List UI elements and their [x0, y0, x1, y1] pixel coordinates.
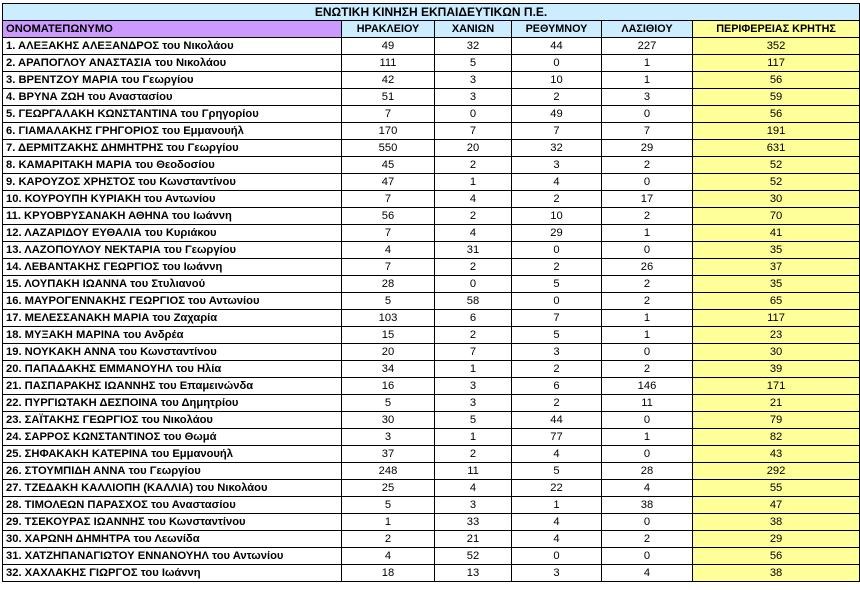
table-row: [3, 191, 860, 208]
candidate-name-cell[interactable]: 15. ΛΟΥΠΑΚΗ ΙΩΑΝΝΑ του Στυλιανού: [3, 276, 342, 293]
chania-cell[interactable]: 1: [435, 429, 512, 446]
table-row: [3, 242, 860, 259]
chania-cell[interactable]: 0: [435, 106, 512, 123]
candidate-name-cell[interactable]: 18. ΜΥΞΑΚΗ ΜΑΡΙΝΑ του Ανδρέα: [3, 327, 342, 344]
heraklion-cell[interactable]: 4: [342, 242, 435, 259]
rethymno-cell[interactable]: 44: [512, 38, 602, 55]
region-total-cell[interactable]: 21: [693, 395, 860, 412]
lasithi-cell[interactable]: 0: [602, 242, 693, 259]
candidate-name-cell[interactable]: 26. ΣΤΟΥΜΠΙΔΗ ΑΝΝΑ του Γεωργίου: [3, 463, 342, 480]
table-row: [3, 446, 860, 463]
lasithi-cell[interactable]: 11: [602, 395, 693, 412]
table-row: [3, 344, 860, 361]
table-row: [3, 208, 860, 225]
rethymno-cell[interactable]: 5: [512, 327, 602, 344]
chania-cell[interactable]: 4: [435, 225, 512, 242]
region-total-cell[interactable]: 47: [693, 497, 860, 514]
heraklion-cell[interactable]: 2: [342, 531, 435, 548]
heraklion-cell[interactable]: 5: [342, 497, 435, 514]
chania-cell[interactable]: 21: [435, 531, 512, 548]
heraklion-cell[interactable]: 3: [342, 429, 435, 446]
chania-cell[interactable]: 20: [435, 140, 512, 157]
candidate-name-cell[interactable]: 22. ΠΥΡΓΙΩΤΑΚΗ ΔΕΣΠΟΙΝΑ του Δημητρίου: [3, 395, 342, 412]
heraklion-cell[interactable]: 16: [342, 378, 435, 395]
table-row: [3, 276, 860, 293]
heraklion-cell[interactable]: 4: [342, 548, 435, 565]
lasithi-cell[interactable]: 2: [602, 531, 693, 548]
table-row: [3, 123, 860, 140]
heraklion-cell[interactable]: 170: [342, 123, 435, 140]
region-total-cell[interactable]: 52: [693, 174, 860, 191]
rethymno-cell[interactable]: 3: [512, 565, 602, 582]
region-total-cell[interactable]: 35: [693, 242, 860, 259]
chania-cell[interactable]: 3: [435, 72, 512, 89]
candidate-name-cell[interactable]: 28. ΤΙΜΟΛΕΩΝ ΠΑΡΑΣΧΟΣ του Αναστασίου: [3, 497, 342, 514]
rethymno-cell[interactable]: 49: [512, 106, 602, 123]
chania-cell[interactable]: 4: [435, 191, 512, 208]
region-total-cell[interactable]: 35: [693, 276, 860, 293]
table-row: [3, 72, 860, 89]
candidate-name-cell[interactable]: 1. ΑΛΕΞΑΚΗΣ ΑΛΕΞΑΝΔΡΟΣ του Νικολάου: [3, 38, 342, 55]
chania-cell[interactable]: 6: [435, 310, 512, 327]
rethymno-cell[interactable]: 3: [512, 344, 602, 361]
candidate-name-cell[interactable]: 30. ΧΑΡΩΝΗ ΔΗΜΗΤΡΑ του Λεωνίδα: [3, 531, 342, 548]
table-row: [3, 38, 860, 55]
rethymno-cell[interactable]: 2: [512, 259, 602, 276]
rethymno-cell[interactable]: 44: [512, 412, 602, 429]
results-table: [2, 3, 860, 582]
region-total-cell[interactable]: 52: [693, 157, 860, 174]
chania-cell[interactable]: 3: [435, 89, 512, 106]
lasithi-cell[interactable]: 7: [602, 123, 693, 140]
table-row: [3, 327, 860, 344]
region-total-cell[interactable]: 631: [693, 140, 860, 157]
region-total-cell[interactable]: 29: [693, 531, 860, 548]
region-total-cell[interactable]: 39: [693, 361, 860, 378]
lasithi-cell[interactable]: 26: [602, 259, 693, 276]
rethymno-cell[interactable]: 2: [512, 89, 602, 106]
region-total-cell[interactable]: 56: [693, 548, 860, 565]
chania-cell[interactable]: 2: [435, 327, 512, 344]
rethymno-cell[interactable]: 1: [512, 497, 602, 514]
heraklion-cell[interactable]: 1: [342, 514, 435, 531]
rethymno-cell[interactable]: 7: [512, 123, 602, 140]
heraklion-cell[interactable]: 56: [342, 208, 435, 225]
lasithi-cell[interactable]: 1: [602, 429, 693, 446]
table-row: [3, 293, 860, 310]
heraklion-cell[interactable]: 7: [342, 259, 435, 276]
lasithi-cell[interactable]: 28: [602, 463, 693, 480]
region-total-cell[interactable]: 79: [693, 412, 860, 429]
heraklion-cell[interactable]: 7: [342, 225, 435, 242]
heraklion-cell[interactable]: 47: [342, 174, 435, 191]
chania-cell[interactable]: 2: [435, 259, 512, 276]
table-row: [3, 429, 860, 446]
lasithi-cell[interactable]: 0: [602, 106, 693, 123]
title-row: [3, 4, 860, 21]
region-total-cell[interactable]: 23: [693, 327, 860, 344]
candidate-name-cell[interactable]: 12. ΛΑΖΑΡΙΔΟΥ ΕΥΘΑΛΙΑ του Κυριάκου: [3, 225, 342, 242]
chania-cell[interactable]: 1: [435, 361, 512, 378]
candidate-name-cell[interactable]: 21. ΠΑΣΠΑΡΑΚΗΣ ΙΩΑΝΝΗΣ του Επαμεινώνδα: [3, 378, 342, 395]
region-total-cell[interactable]: 59: [693, 89, 860, 106]
heraklion-cell[interactable]: 28: [342, 276, 435, 293]
candidate-name-cell[interactable]: 9. ΚΑΡΟΥΖΟΣ ΧΡΗΣΤΟΣ του Κωνσταντίνου: [3, 174, 342, 191]
chania-cell[interactable]: 58: [435, 293, 512, 310]
candidate-name-cell[interactable]: 32. ΧΑΧΛΑΚΗΣ ΓΙΩΡΓΟΣ του Ιωάννη: [3, 565, 342, 582]
region-total-cell[interactable]: 30: [693, 344, 860, 361]
chania-cell[interactable]: 52: [435, 548, 512, 565]
region-total-cell[interactable]: 352: [693, 38, 860, 55]
table-row: [3, 174, 860, 191]
chania-cell[interactable]: 5: [435, 412, 512, 429]
table-row: [3, 531, 860, 548]
table-row: [3, 497, 860, 514]
rethymno-cell[interactable]: 5: [512, 463, 602, 480]
candidate-name-cell[interactable]: 13. ΛΑΖΟΠΟΥΛΟΥ ΝΕΚΤΑΡΙΑ του Γεωργίου: [3, 242, 342, 259]
lasithi-cell[interactable]: 2: [602, 208, 693, 225]
table-row: [3, 565, 860, 582]
candidate-name-cell[interactable]: 25. ΣΗΦΑΚΑΚΗ ΚΑΤΕΡΙΝΑ του Εμμανουήλ: [3, 446, 342, 463]
chania-cell[interactable]: 3: [435, 395, 512, 412]
rethymno-cell[interactable]: 10: [512, 72, 602, 89]
table-row: [3, 106, 860, 123]
heraklion-cell[interactable]: 5: [342, 395, 435, 412]
lasithi-cell[interactable]: 0: [602, 344, 693, 361]
region-total-cell[interactable]: 55: [693, 480, 860, 497]
candidate-name-cell[interactable]: 14. ΛΕΒΑΝΤΑΚΗΣ ΓΕΩΡΓΙΟΣ του Ιωάννη: [3, 259, 342, 276]
heraklion-cell[interactable]: 550: [342, 140, 435, 157]
heraklion-cell[interactable]: 45: [342, 157, 435, 174]
candidate-name-cell[interactable]: 29. ΤΣΕΚΟΥΡΑΣ ΙΩΑΝΝΗΣ του Κωνσταντίνου: [3, 514, 342, 531]
chania-cell[interactable]: 2: [435, 446, 512, 463]
lasithi-cell[interactable]: 0: [602, 174, 693, 191]
rethymno-cell[interactable]: 77: [512, 429, 602, 446]
heraklion-cell[interactable]: 18: [342, 565, 435, 582]
header-heraklion[interactable]: ΗΡΑΚΛΕΙΟΥ: [342, 21, 435, 38]
candidate-name-cell[interactable]: 3. ΒΡΕΝΤΖΟΥ ΜΑΡΙΑ του Γεωργίου: [3, 72, 342, 89]
table-row: [3, 157, 860, 174]
heraklion-cell[interactable]: 30: [342, 412, 435, 429]
table-row: [3, 378, 860, 395]
heraklion-cell[interactable]: 42: [342, 72, 435, 89]
chania-cell[interactable]: 32: [435, 38, 512, 55]
lasithi-cell[interactable]: 2: [602, 157, 693, 174]
rethymno-cell[interactable]: 0: [512, 242, 602, 259]
heraklion-cell[interactable]: 5: [342, 293, 435, 310]
candidate-name-cell[interactable]: 20. ΠΑΠΑΔΑΚΗΣ ΕΜΜΑΝΟΥΗΛ του Ηλία: [3, 361, 342, 378]
chania-cell[interactable]: 7: [435, 344, 512, 361]
candidate-name-cell[interactable]: 17. ΜΕΛΕΣΣΑΝΑΚΗ ΜΑΡΙΑ του Ζαχαρία: [3, 310, 342, 327]
heraklion-cell[interactable]: 25: [342, 480, 435, 497]
candidate-name-cell[interactable]: 31. ΧΑΤΖΗΠΑΝΑΓΙΩΤΟΥ ΕΝΝΑΝΟΥΗΛ του Αντωνίου: [3, 548, 342, 565]
table-row: [3, 225, 860, 242]
lasithi-cell[interactable]: 17: [602, 191, 693, 208]
table-row: [3, 361, 860, 378]
rethymno-cell[interactable]: 2: [512, 395, 602, 412]
lasithi-cell[interactable]: 29: [602, 140, 693, 157]
header-region-total[interactable]: ΠΕΡΙΦΕΡΕΙΑΣ ΚΡΗΤΗΣ: [693, 21, 860, 38]
candidate-name-cell[interactable]: 2. ΑΡΑΠΟΓΛΟΥ ΑΝΑΣΤΑΣΙΑ του Νικολάου: [3, 55, 342, 72]
chania-cell[interactable]: 7: [435, 123, 512, 140]
lasithi-cell[interactable]: 4: [602, 480, 693, 497]
region-total-cell[interactable]: 117: [693, 55, 860, 72]
chania-cell[interactable]: 0: [435, 276, 512, 293]
rethymno-cell[interactable]: 0: [512, 293, 602, 310]
rethymno-cell[interactable]: 4: [512, 446, 602, 463]
heraklion-cell[interactable]: 20: [342, 344, 435, 361]
rethymno-cell[interactable]: 4: [512, 174, 602, 191]
header-rethymno[interactable]: ΡΕΘΥΜΝΟΥ: [512, 21, 602, 38]
heraklion-cell[interactable]: 37: [342, 446, 435, 463]
rethymno-cell[interactable]: 0: [512, 548, 602, 565]
region-total-cell[interactable]: 38: [693, 565, 860, 582]
lasithi-cell[interactable]: 4: [602, 565, 693, 582]
header-name[interactable]: ΟΝΟΜΑΤΕΠΩΝΥΜΟ: [3, 21, 342, 38]
table-row: [3, 548, 860, 565]
rethymno-cell[interactable]: 5: [512, 276, 602, 293]
region-total-cell[interactable]: 82: [693, 429, 860, 446]
table-row: [3, 55, 860, 72]
lasithi-cell[interactable]: 1: [602, 310, 693, 327]
region-total-cell[interactable]: 292: [693, 463, 860, 480]
rethymno-cell[interactable]: 0: [512, 55, 602, 72]
heraklion-cell[interactable]: 7: [342, 191, 435, 208]
chania-cell[interactable]: 3: [435, 497, 512, 514]
lasithi-cell[interactable]: 0: [602, 412, 693, 429]
region-total-cell[interactable]: 56: [693, 72, 860, 89]
chania-cell[interactable]: 3: [435, 378, 512, 395]
rethymno-cell[interactable]: 32: [512, 140, 602, 157]
table-row: [3, 89, 860, 106]
candidate-name-cell[interactable]: 23. ΣΑΪΤΑΚΗΣ ΓΕΩΡΓΙΟΣ του Νικολάου: [3, 412, 342, 429]
candidate-name-cell[interactable]: 4. ΒΡΥΝΑ ΖΩΗ του Αναστασίου: [3, 89, 342, 106]
lasithi-cell[interactable]: 2: [602, 361, 693, 378]
rethymno-cell[interactable]: 6: [512, 378, 602, 395]
lasithi-cell[interactable]: 227: [602, 38, 693, 55]
table-row: [3, 259, 860, 276]
heraklion-cell[interactable]: 51: [342, 89, 435, 106]
region-total-cell[interactable]: 37: [693, 259, 860, 276]
table-row: [3, 395, 860, 412]
candidate-name-cell[interactable]: 5. ΓΕΩΡΓΑΛΑΚΗ ΚΩΝΣΤΑΝΤΙΝΑ του Γρηγορίου: [3, 106, 342, 123]
lasithi-cell[interactable]: 0: [602, 514, 693, 531]
heraklion-cell[interactable]: 49: [342, 38, 435, 55]
region-total-cell[interactable]: 43: [693, 446, 860, 463]
heraklion-cell[interactable]: 111: [342, 55, 435, 72]
rethymno-cell[interactable]: 4: [512, 531, 602, 548]
lasithi-cell[interactable]: 2: [602, 293, 693, 310]
lasithi-cell[interactable]: 1: [602, 225, 693, 242]
header-row: [3, 21, 860, 38]
candidate-name-cell[interactable]: 7. ΔΕΡΜΙΤΖΑΚΗΣ ΔΗΜΗΤΡΗΣ του Γεωργίου: [3, 140, 342, 157]
chania-cell[interactable]: 33: [435, 514, 512, 531]
candidate-name-cell[interactable]: 8. ΚΑΜΑΡΙΤΑΚΗ ΜΑΡΙΑ του Θεοδοσίου: [3, 157, 342, 174]
rethymno-cell[interactable]: 22: [512, 480, 602, 497]
chania-cell[interactable]: 1: [435, 174, 512, 191]
lasithi-cell[interactable]: 0: [602, 548, 693, 565]
rethymno-cell[interactable]: 7: [512, 310, 602, 327]
region-total-cell[interactable]: 191: [693, 123, 860, 140]
rethymno-cell[interactable]: 2: [512, 361, 602, 378]
candidate-name-cell[interactable]: 10. ΚΟΥΡΟΥΠΗ ΚΥΡΙΑΚΗ του Αντωνίου: [3, 191, 342, 208]
table-row: [3, 412, 860, 429]
header-chania[interactable]: ΧΑΝΙΩΝ: [435, 21, 512, 38]
chania-cell[interactable]: 13: [435, 565, 512, 582]
chania-cell[interactable]: 5: [435, 55, 512, 72]
region-total-cell[interactable]: 65: [693, 293, 860, 310]
table-body: [3, 38, 860, 582]
lasithi-cell[interactable]: 0: [602, 446, 693, 463]
heraklion-cell[interactable]: 7: [342, 106, 435, 123]
candidate-name-cell[interactable]: 16. ΜΑΥΡΟΓΕΝΝΑΚΗΣ ΓΕΩΡΓΙΟΣ του Αντωνίου: [3, 293, 342, 310]
candidate-name-cell[interactable]: 11. ΚΡΥΟΒΡΥΣΑΝΑΚΗ ΑΘΗΝΑ του Ιωάννη: [3, 208, 342, 225]
region-total-cell[interactable]: 56: [693, 106, 860, 123]
chania-cell[interactable]: 2: [435, 157, 512, 174]
region-total-cell[interactable]: 38: [693, 514, 860, 531]
rethymno-cell[interactable]: 29: [512, 225, 602, 242]
chania-cell[interactable]: 4: [435, 480, 512, 497]
lasithi-cell[interactable]: 1: [602, 327, 693, 344]
chania-cell[interactable]: 31: [435, 242, 512, 259]
rethymno-cell[interactable]: 4: [512, 514, 602, 531]
candidate-name-cell[interactable]: 19. ΝΟΥΚΑΚΗ ΑΝΝΑ του Κωνσταντίνου: [3, 344, 342, 361]
lasithi-cell[interactable]: 2: [602, 276, 693, 293]
lasithi-cell[interactable]: 1: [602, 72, 693, 89]
heraklion-cell[interactable]: 248: [342, 463, 435, 480]
region-total-cell[interactable]: 70: [693, 208, 860, 225]
header-lasithi[interactable]: ΛΑΣΙΘΙΟΥ: [602, 21, 693, 38]
table-row: [3, 480, 860, 497]
rethymno-cell[interactable]: 3: [512, 157, 602, 174]
chania-cell[interactable]: 11: [435, 463, 512, 480]
region-total-cell[interactable]: 30: [693, 191, 860, 208]
lasithi-cell[interactable]: 1: [602, 55, 693, 72]
rethymno-cell[interactable]: 2: [512, 191, 602, 208]
lasithi-cell[interactable]: 38: [602, 497, 693, 514]
region-total-cell[interactable]: 171: [693, 378, 860, 395]
table-row: [3, 140, 860, 157]
heraklion-cell[interactable]: 15: [342, 327, 435, 344]
table-row: [3, 310, 860, 327]
rethymno-cell[interactable]: 10: [512, 208, 602, 225]
candidate-name-cell[interactable]: 24. ΣΑΡΡΟΣ ΚΩΝΣΤΑΝΤΙΝΟΣ του Θωμά: [3, 429, 342, 446]
heraklion-cell[interactable]: 103: [342, 310, 435, 327]
region-total-cell[interactable]: 117: [693, 310, 860, 327]
table-row: [3, 463, 860, 480]
candidate-name-cell[interactable]: 27. ΤΖΕΔΑΚΗ ΚΑΛΛΙΟΠΗ (ΚΑΛΛΙΑ) του Νικολάου: [3, 480, 342, 497]
table-row: [3, 514, 860, 531]
lasithi-cell[interactable]: 3: [602, 89, 693, 106]
candidate-name-cell[interactable]: 6. ΓΙΑΜΑΛΑΚΗΣ ΓΡΗΓΟΡΙΟΣ του Εμμανουήλ: [3, 123, 342, 140]
lasithi-cell[interactable]: 146: [602, 378, 693, 395]
chania-cell[interactable]: 2: [435, 208, 512, 225]
region-total-cell[interactable]: 41: [693, 225, 860, 242]
heraklion-cell[interactable]: 34: [342, 361, 435, 378]
table-title[interactable]: ΕΝΩΤΙΚΗ ΚΙΝΗΣΗ ΕΚΠΑΙΔΕΥΤΙΚΩΝ Π.Ε.: [3, 4, 860, 21]
